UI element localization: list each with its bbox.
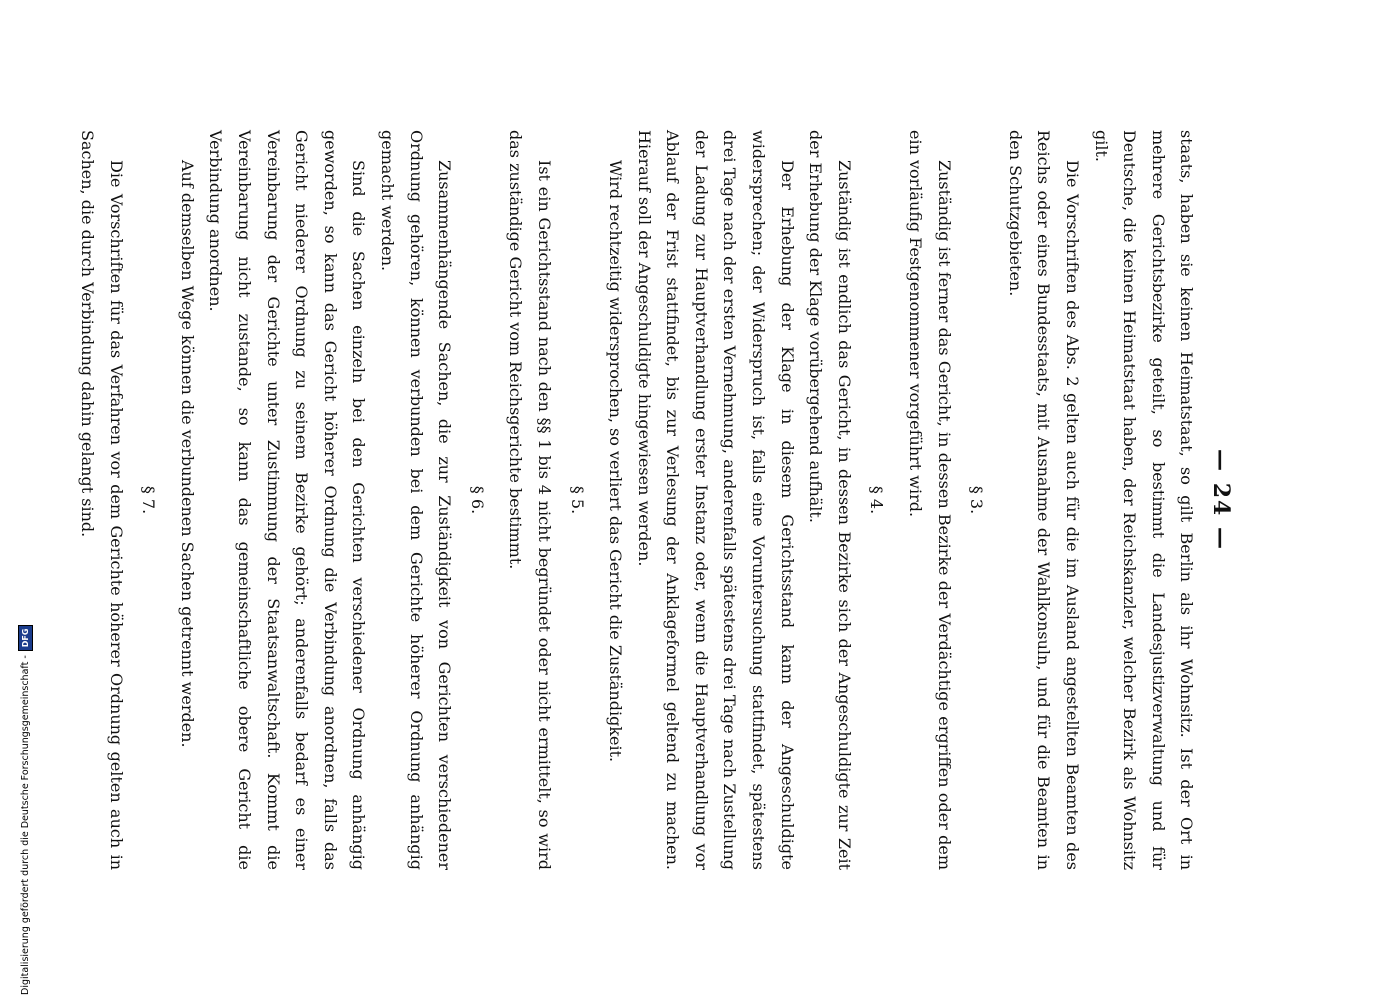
paragraph: Zuständig ist ferner das Gericht, in dessen Bezirke der Verdächtige ergriffen oder dem ein vorläufig Festgenommener vorgeführt wird. (906, 130, 954, 870)
dfg-logo: DFG (18, 625, 33, 652)
paragraph: Die Vorschriften für das Verfahren vor dem Gerichte höherer Ordnung gelten auch in Sachen, die durch Verbindung dahin gelangt sind. (78, 130, 126, 870)
paragraph: Zuständig ist endlich das Gericht, in dessen Bezirke sich der Angeschuldigte zur Zeit der Erhebung der Klage vorübergehend aufhält. (806, 130, 854, 870)
paragraph: Der Erhebung der Klage in diesem Gerichtsstand kann der Angeschuldigte widersprechen; der Widerspruch ist, falls eine Voruntersuchung stattfindet, spätestens drei Tage nach der ersten Vernehmung, anderenfalls spätestens drei Tage nach Zustellung der Ladung zur Hauptverhandlung erster Instanz oder, wenn die Hauptverhandlung vor Ablauf der Frist stattfindet, bis zur Verlesung der Anklageformel geltend zu machen. Hierauf soll der Angeschuldigte hingewiesen werden. (634, 130, 797, 870)
paragraph: Auf demselben Wege können die verbundenen Sachen getrennt werden. (177, 160, 197, 748)
rotated-text-block (78, 130, 1235, 870)
section-heading: § 7. (139, 485, 159, 515)
digitization-credit (18, 625, 33, 995)
paragraph: Zusammenhängende Sachen, die zur Zuständigkeit von Gerichten verschiedener Ordnung gehören, können verbunden bei dem Gerichte höherer Ordnung anhängig gemacht werden. (377, 130, 455, 870)
section-heading: § 6. (467, 485, 487, 515)
paragraph: staats, haben sie keinen Heimatstaat, so gilt Berlin als ihr Wohnsitz. Ist der Ort in mehrere Gerichtsbezirke geteilt, so bestimmt die Landesjustizverwaltung und für Deutsche, die keinen Heimatstaat haben, der Reichskanzler, welcher Bezirk als Wohnsitz gilt. (1091, 130, 1197, 870)
paragraph: Die Vorschriften des Abs. 2 gelten auch für die im Ausland angestellten Beamten des Reichs oder eines Bundesstaats, mit Ausnahme der Wahlkonsuln, und für die Beamten in den Schutzgebieten. (1005, 130, 1083, 870)
credit-text: Digitalisierung gefördert durch die Deutsche Forschungsgemeinschaft - (20, 655, 31, 995)
section-heading: § 5. (567, 485, 587, 515)
page-number: — 24 — (1208, 449, 1234, 551)
paragraph: Wird rechtzeitig widersprochen, so verliert das Gericht die Zuständigkeit. (606, 160, 626, 763)
paragraph: Sind die Sachen einzeln bei den Gerichten verschiedener Ordnung anhängig geworden, so kann das Gericht höherer Ordnung die Verbindung anordnen, falls das Gericht niederer Ordnung zu seinem Bezirke gehört; anderenfalls bedarf es einer Vereinbarung der Gerichte unter Zustimmung der Staatsanwaltschaft. Kommt die Vereinbarung nicht zustande, so kann das gemeinschaftliche obere Gericht die Verbindung anordnen. (206, 130, 369, 870)
paragraph: Ist ein Gerichtsstand nach den §§ 1 bis 4 nicht begründet oder nicht ermittelt, so wird das zuständige Gericht vom Reichsgerichte bestimmt. (506, 130, 554, 870)
section-heading: § 3. (967, 485, 987, 515)
section-heading: § 4. (867, 485, 887, 515)
